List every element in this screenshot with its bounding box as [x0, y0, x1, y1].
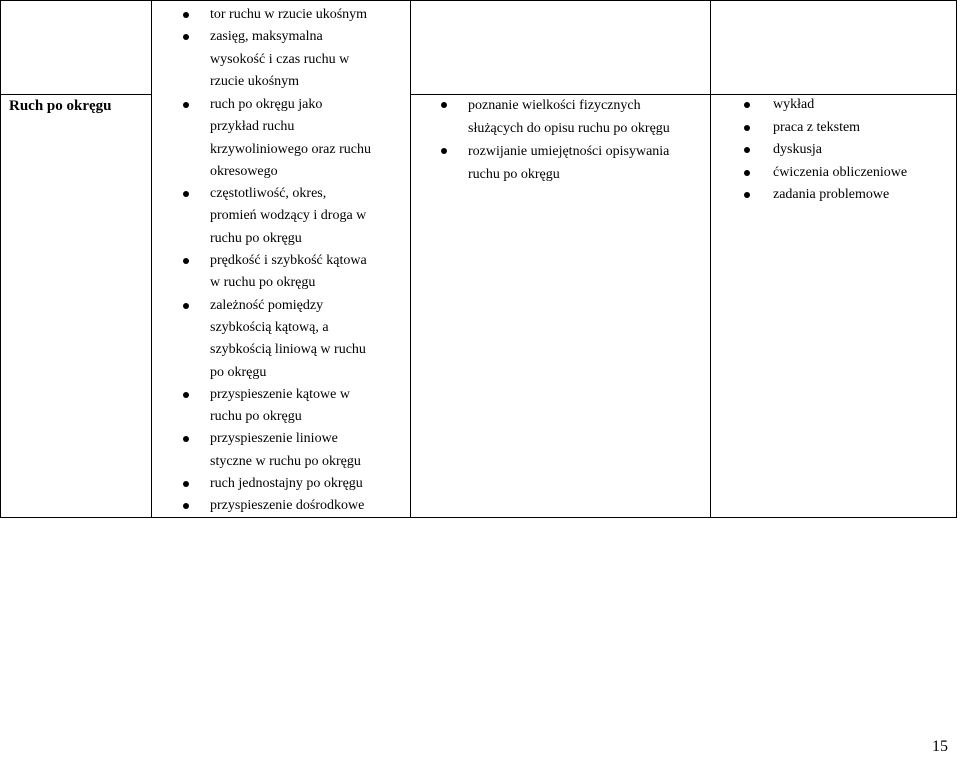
list-item: częstotliwość, okres, promień wodzący i droga w ruchu po okręgu	[210, 183, 410, 250]
list-item: rozwijanie umiejętności opisywania ruchu po okręgu	[468, 140, 718, 186]
bullet-icon	[744, 125, 750, 131]
list-item: przyspieszenie liniowe styczne w ruchu po okręgu	[210, 428, 410, 473]
column-divider	[956, 1, 957, 518]
list-item: ćwiczenia obliczeniowe	[773, 162, 953, 185]
previous-topics-list	[210, 4, 410, 93]
bullet-icon	[183, 102, 189, 108]
section-title: Ruch po okręgu	[9, 98, 112, 114]
bullet-icon	[183, 481, 189, 487]
bullet-icon	[744, 170, 750, 176]
list-item: zadania problemowe	[773, 184, 953, 207]
bullet-icon	[744, 102, 750, 108]
page-number: 15	[932, 738, 948, 755]
list-item: tor ruchu w rzucie ukośnym	[210, 4, 410, 26]
column-divider	[151, 1, 152, 518]
list-item: prędkość i szybkość kątowa w ruchu po okręgu	[210, 250, 410, 295]
list-item: przyspieszenie dośrodkowe	[210, 495, 410, 517]
table-bottom-border	[1, 517, 957, 518]
list-item: ruch po okręgu jako przykład ruchu krzywoliniowego oraz ruchu okresowego	[210, 94, 410, 183]
list-item: ruch jednostajny po okręgu	[210, 473, 410, 495]
list-item: przyspieszenie kątowe w ruchu po okręgu	[210, 384, 410, 429]
bullet-icon	[744, 147, 750, 153]
column-divider	[410, 1, 411, 518]
bullet-icon	[441, 102, 447, 108]
methods-list	[773, 94, 953, 207]
bullet-icon	[744, 192, 750, 198]
bullet-icon	[183, 12, 189, 18]
list-item: zasięg, maksymalna wysokość i czas ruchu w rzucie ukośnym	[210, 26, 410, 93]
column-divider	[710, 1, 711, 518]
list-item: zależność pomiędzy szybkością kątową, a szybkością liniową w ruchu po okręgu	[210, 295, 410, 384]
goals-list	[468, 94, 718, 186]
list-item: poznanie wielkości fizycznych służących do opisu ruchu po okręgu	[468, 94, 718, 140]
list-item: dyskusja	[773, 139, 953, 162]
topics-list	[210, 94, 410, 518]
list-item: praca z tekstem	[773, 117, 953, 140]
list-item: wykład	[773, 94, 953, 117]
bullet-icon	[441, 148, 447, 154]
bullet-icon	[183, 303, 189, 309]
bullet-icon	[183, 392, 189, 398]
